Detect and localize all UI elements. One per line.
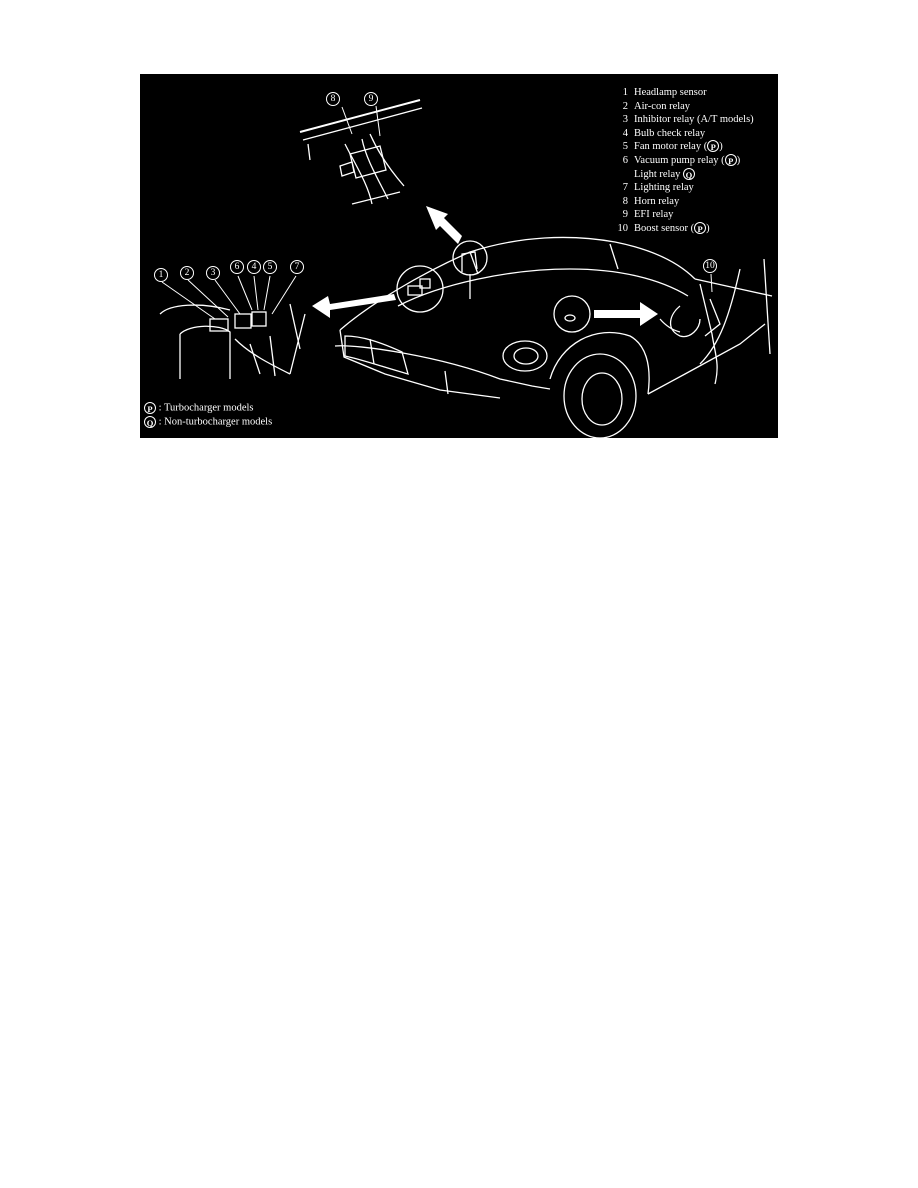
turbo-mark-icon: P — [144, 402, 156, 414]
callout-6: 6 — [230, 260, 244, 274]
non-turbo-mark-icon: Q — [144, 416, 156, 428]
legend-item: 6 Vacuum pump relay ( P ) — [622, 154, 741, 166]
turbo-mark-icon: P — [694, 222, 706, 234]
callout-7: 7 — [290, 260, 304, 274]
legend-item: 7 Lighting relay — [622, 182, 694, 194]
legend-item: 4 Bulb check relay — [622, 127, 706, 139]
callout-2: 2 — [180, 266, 194, 280]
callout-3: 3 — [206, 266, 220, 280]
callout-4: 4 — [247, 260, 261, 274]
turbo-mark-icon: P — [725, 154, 737, 166]
legend-item: 2 Air-con relay — [622, 100, 691, 112]
callout-9: 9 — [364, 92, 378, 106]
legend-item: Light relay Q — [634, 168, 754, 182]
legend-item: 1 Headlamp sensor — [622, 87, 707, 98]
callout-10: 10 — [703, 259, 717, 273]
legend-item: 5 Fan motor relay ( P ) — [622, 141, 723, 153]
component-location-diagram — [140, 74, 778, 438]
legend-item: 10 Boost sensor ( P ) — [617, 222, 710, 234]
non-turbo-mark-icon: Q — [683, 168, 695, 180]
turbo-note: P : Turbocharger models — [144, 402, 254, 414]
parts-legend — [614, 86, 754, 236]
turbo-mark-icon: P — [707, 140, 719, 152]
callout-5: 5 — [263, 260, 277, 274]
non-turbo-note: Q : Non-turbocharger models — [144, 416, 272, 428]
legend-item: 8 Horn relay — [622, 195, 680, 207]
callout-8: 8 — [326, 92, 340, 106]
legend-item: 9 EFI relay — [622, 209, 674, 221]
callout-1: 1 — [154, 268, 168, 282]
legend-item: 3 Inhibitor relay (A/T models) — [622, 114, 754, 126]
